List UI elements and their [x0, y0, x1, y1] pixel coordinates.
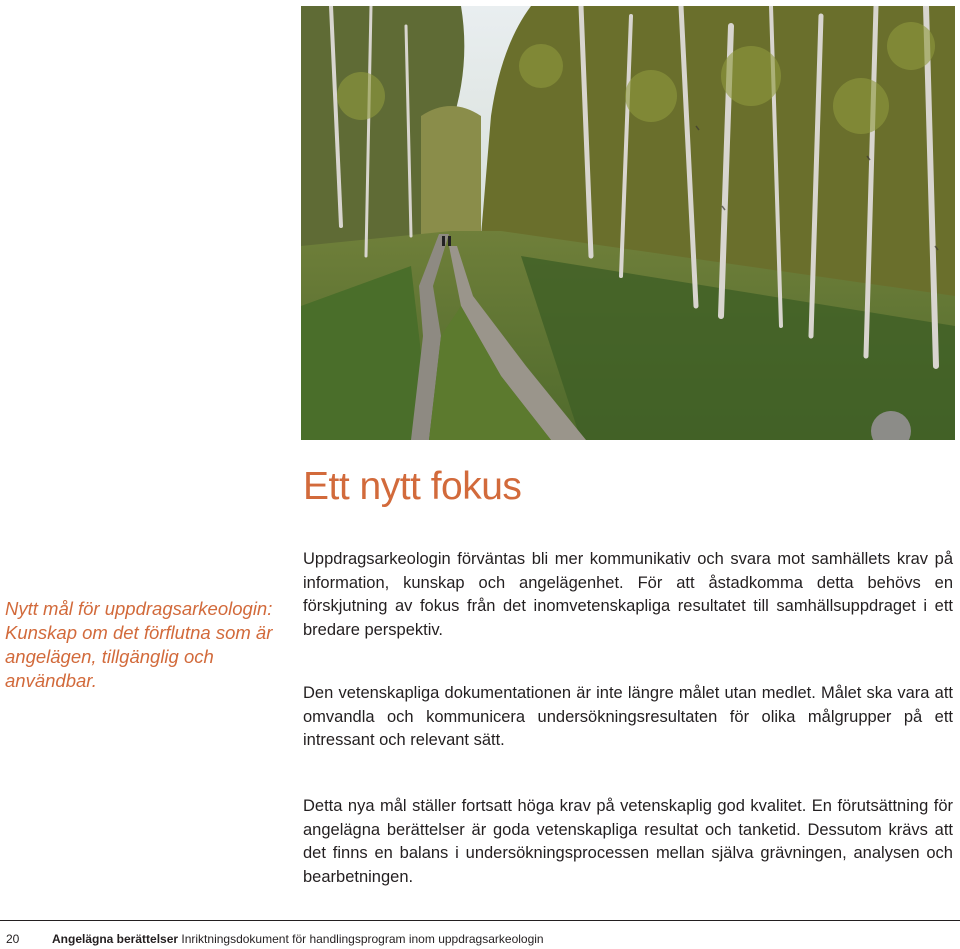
sidebar-pull-quote: Nytt mål för uppdragsarkeologin: Kunskap om det förflutna som är angelägen, tillgänglig och användbar.	[5, 598, 273, 691]
footer-divider	[0, 920, 960, 921]
body-paragraph-3: Detta nya mål ställer fortsatt höga krav på vetenskaplig god kvalitet. En förutsättning för angelägna berättelser är goda vetenskapliga resultat och tanketid. Dessutom krävs att det finns en balans i undersökningsprocessen mellan själva grävningen, analysen och bearbetningen.	[303, 797, 953, 886]
page-number: 20	[6, 932, 20, 946]
forest-path-photo	[301, 6, 955, 440]
publication-name: Angelägna berättelser	[52, 932, 179, 946]
body-paragraph-1: Uppdragsarkeologin förväntas bli mer kommunikativ och svara mot samhällets krav på information, kunskap och angelägenhet. För att åstadkomma detta behövs en förskjutning av fokus från det inomvetenskapliga resultatet till samhällsuppdraget i ett bredare perspektiv.	[303, 550, 953, 639]
footer-publication-title	[52, 932, 544, 946]
page-title: Ett nytt fokus	[303, 465, 522, 508]
publication-subtitle: Inriktningsdokument för handlingsprogram inom uppdragsarkeologin	[181, 932, 544, 946]
body-paragraph-2: Den vetenskapliga dokumentationen är inte längre målet utan medlet. Målet ska vara att omvandla och kommunicera undersökningsresultaten för olika målgrupper på ett intressant och relevant sätt.	[303, 684, 953, 749]
page-footer	[0, 920, 960, 949]
